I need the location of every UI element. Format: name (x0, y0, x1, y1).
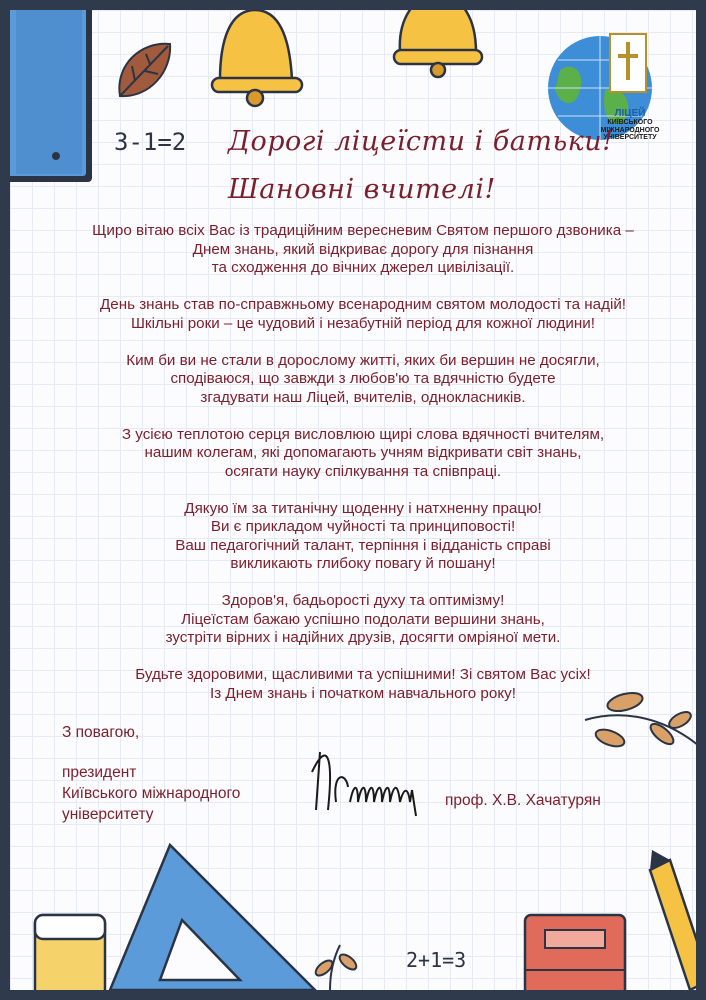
math-doodle: 2+1=3 (406, 948, 467, 972)
text-line: Днем знань, який відкриває дорогу для пізнання (192, 240, 534, 258)
text-line: Із Днем знань і початком навчального року! (210, 684, 516, 702)
logo-subtitle: МІЖНАРОДНОГО (600, 126, 660, 134)
paragraph (30, 222, 696, 278)
text-line: осягати науку спілкування та співпраці. (224, 462, 502, 480)
signer-name: проф. Х.В. Хачатурян (445, 792, 601, 809)
text-line: Дякую їм за титанічну щоденну і натхненну працю! (184, 499, 542, 517)
notebook-illustration (10, 10, 110, 190)
logo-subtitle: УНІВЕРСИТЕТУ (603, 134, 657, 141)
letter-body (30, 222, 696, 722)
text-line: Ким би ви не стали в дорослому житті, яких би вершин не досягли, (126, 351, 600, 369)
sharpener-illustration (30, 910, 110, 990)
pencil-illustration (640, 850, 696, 990)
logo-subtitle: КИЇВСЬКОГО (607, 119, 653, 126)
text-line: та сходження до вічних джерел цивілізації. (211, 259, 515, 276)
text-line: Ліцеїстам бажаю успішно подолати вершини знань, (181, 610, 545, 628)
text-line: Шкільні роки – це чудовий і незабутній період для кожної людини! (131, 314, 595, 332)
paragraph (30, 296, 696, 333)
paragraph (30, 352, 696, 408)
text-line: нашим колегам, які допомагають учням відкривати світ знань, (144, 444, 582, 461)
text-line: Здоров'я, бадьорості духу та оптимізму! (221, 592, 505, 609)
text-line: Будьте здоровими, щасливими та успішними! Зі святом Вас усіх! (135, 666, 591, 683)
leaf-branch-illustration (580, 690, 696, 770)
text-line: Ви є прикладом чуйності та принциповості! (210, 518, 516, 535)
text-line: згадувати наш Ліцей, вчителів, однокласників. (200, 388, 526, 406)
bell-illustration (200, 10, 310, 110)
text-line: З усією теплотою серця висловлюю щирі слова вдячності вчителям, (121, 425, 605, 443)
handwritten-signature (306, 732, 436, 822)
greeting-line-2: Шановні вчителі! (228, 174, 496, 205)
logo-title: ЛІЦЕЙ (614, 108, 646, 119)
text-line: Щиро вітаю всіх Вас із традиційним вересневим Святом першого дзвоника – (92, 222, 634, 239)
regards-text: З повагою, (62, 724, 140, 741)
leaf-branch-illustration (310, 940, 370, 990)
signer-title (62, 762, 240, 825)
letter-page (10, 10, 696, 990)
greeting-line-1: Дорогі ліцеїсти і батьки! (228, 126, 614, 157)
notebook-illustration (520, 910, 630, 990)
triangle-ruler-illustration (90, 840, 320, 990)
paragraph (30, 500, 696, 574)
math-doodle: 3-1=2 (114, 128, 187, 156)
bell-illustration (388, 10, 488, 90)
paragraph (30, 592, 696, 648)
paragraph (30, 426, 696, 482)
text-line: День знань став по-справжньому всенародним святом молодості та надій! (99, 296, 627, 313)
leaf-illustration (110, 36, 180, 106)
signer-title-line: президент (62, 764, 137, 781)
signer-title-line: Київського міжнародного (62, 785, 241, 802)
signer-title-line: університету (62, 806, 154, 823)
text-line: Ваш педагогічний талант, терпіння і відданість справі (175, 536, 551, 554)
text-line: викликають глибоку повагу й пошану! (230, 555, 496, 572)
text-line: сподіваюся, що завжди з любов'ю та вдячністю будете (170, 370, 556, 387)
text-line: зустріти вірних і надійних друзів, досягти омріяної мети. (165, 629, 561, 646)
